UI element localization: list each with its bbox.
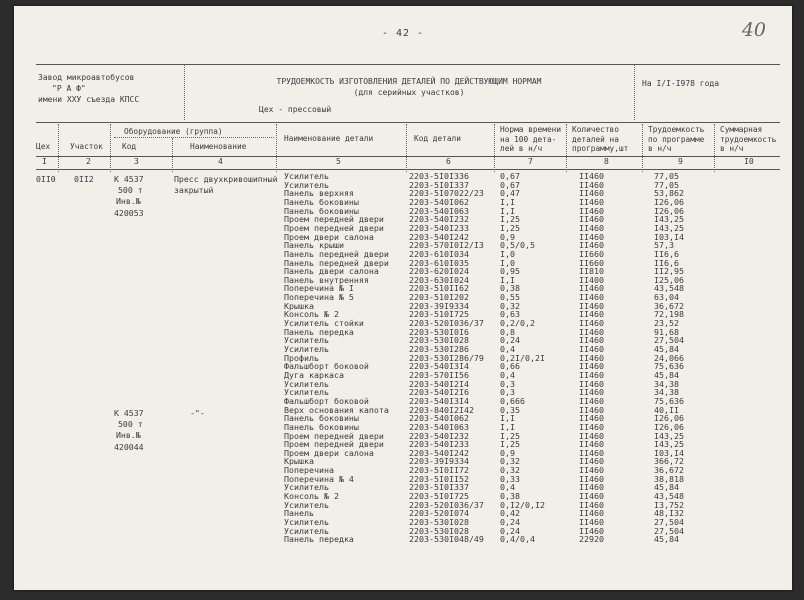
quantity: II460 xyxy=(579,222,604,233)
part-code: 2203-540I233 xyxy=(409,222,469,233)
quantity: II460 xyxy=(579,369,604,380)
labor-hours: 77,05 xyxy=(654,171,679,181)
time-norm: 0,9 xyxy=(500,447,515,458)
time-norm: I,25 xyxy=(500,430,520,441)
part-name: Поперечина № I xyxy=(284,283,354,294)
time-norm: 0,3 xyxy=(500,378,515,389)
equipment-group-1: К 4537 500 т Инв.№ 420053 xyxy=(114,174,144,218)
part-name: Усилитель xyxy=(284,344,329,354)
part-code: 2203-530I286/79 xyxy=(409,352,484,363)
part-name: Профиль xyxy=(284,352,319,363)
quantity: II460 xyxy=(579,421,604,432)
column-header-top-rule xyxy=(36,122,780,123)
part-code: 2203-530I0I6 xyxy=(409,326,469,337)
factory-name: Завод микроавтобусов "Р А Ф" имени ХХУ съезда КПСС xyxy=(38,73,140,104)
part-name: Усилитель xyxy=(284,387,329,398)
part-code: 2203-570II56 xyxy=(409,369,469,380)
part-code: 2203-610I035 xyxy=(409,257,469,268)
part-name: Дуга каркаса xyxy=(284,369,344,380)
labor-hours: 24,066 xyxy=(654,352,684,363)
part-code: 2203-510II62 xyxy=(409,283,469,294)
quantity: II400 xyxy=(579,274,604,285)
part-code: 2203-5I07022/23 xyxy=(409,188,484,199)
labor-hours: 27,504 xyxy=(654,525,684,536)
part-name: Верх основания капота xyxy=(284,404,389,415)
part-name: Панель верхняя xyxy=(284,188,354,199)
labor-hours: 75,636 xyxy=(654,361,684,372)
time-norm: 0,24 xyxy=(500,525,520,536)
labor-hours: II6,6 xyxy=(654,257,679,268)
labor-hours: 48,I32 xyxy=(654,508,684,519)
part-name: Поперечина № 5 xyxy=(284,292,354,303)
labor-hours: I03,I4 xyxy=(654,447,684,458)
part-code: 2203-5I0II52 xyxy=(409,473,469,484)
part-code: 2203-39I9334 xyxy=(409,300,469,311)
quantity: II460 xyxy=(579,196,604,207)
labor-hours: I26,06 xyxy=(654,421,684,432)
quantity: II460 xyxy=(579,352,604,363)
labor-hours: 34,38 xyxy=(654,378,679,389)
part-name: Консоль № 2 xyxy=(284,491,339,502)
part-name: Усилитель xyxy=(284,179,329,190)
time-norm: I,I xyxy=(500,274,515,285)
equipment-group-2: К 4537 500 т Инв.№ 420044 xyxy=(114,408,144,452)
part-name: Фальшборт боковой xyxy=(284,361,369,372)
labor-hours: 36,672 xyxy=(654,300,684,311)
labor-hours: I43,25 xyxy=(654,222,684,233)
time-norm: 0,47 xyxy=(500,188,520,199)
labor-hours: 91,68 xyxy=(654,326,679,337)
labor-hours: 40,II xyxy=(654,404,679,415)
part-code: 2203-540I3I4 xyxy=(409,361,469,372)
time-norm: I,I xyxy=(500,413,515,424)
part-code: 2203-39I9334 xyxy=(409,456,469,467)
part-code: 2203-510I725 xyxy=(409,309,469,320)
part-name: Фальшборт боковой xyxy=(284,395,369,406)
quantity: II460 xyxy=(579,309,604,320)
part-name: Поперечина № 4 xyxy=(284,473,354,484)
part-name: Усилитель xyxy=(284,335,329,346)
date-label: На I/I-I978 года xyxy=(642,79,720,88)
part-code: 2203-530I028 xyxy=(409,517,469,527)
part-name: Панель боковины xyxy=(284,421,359,432)
quantity: II660 xyxy=(579,248,604,259)
part-name: Панель xyxy=(284,508,314,519)
time-norm: 0,8 xyxy=(500,326,515,337)
part-code: 2203-540I242 xyxy=(409,447,469,458)
table-row xyxy=(14,535,792,544)
document-title: ТРУДОЕМКОСТЬ ИЗГОТОВЛЕНИЯ ДЕТАЛЕЙ ПО ДЕЙСТВУЮЩИМ НОРМАМ (для серийных участков) Цех - прессовый xyxy=(259,77,542,114)
part-name: Панель боковины xyxy=(284,196,359,207)
quantity: II460 xyxy=(579,482,604,493)
labor-hours: I26,06 xyxy=(654,413,684,424)
part-name: Панель передка xyxy=(284,326,354,337)
labor-hours: 34,38 xyxy=(654,387,679,398)
time-norm: 0,63 xyxy=(500,309,520,320)
part-code: 2203-5I0I337 xyxy=(409,179,469,190)
time-norm: 0,5/0,5 xyxy=(500,240,535,251)
part-name: Панель двери салона xyxy=(284,266,379,277)
part-name: Поперечина xyxy=(284,465,334,476)
part-code: 2203-520I074 xyxy=(409,508,469,519)
part-name: Проем передней двери xyxy=(284,222,384,233)
time-norm: 0,55 xyxy=(500,292,520,303)
quantity: II460 xyxy=(579,283,604,294)
labor-hours: 366,72 xyxy=(654,456,684,467)
quantity: II460 xyxy=(579,240,604,251)
quantity: II460 xyxy=(579,335,604,346)
labor-hours: 38,818 xyxy=(654,473,684,484)
time-norm: 0,67 xyxy=(500,171,520,181)
time-norm: 0,32 xyxy=(500,456,520,467)
time-norm: 0,3 xyxy=(500,387,515,398)
quantity: II460 xyxy=(579,387,604,398)
labor-hours: I43,25 xyxy=(654,430,684,441)
part-code: 2203-540I232 xyxy=(409,214,469,225)
part-code: 2203-630I024 xyxy=(409,274,469,285)
table-row xyxy=(14,233,792,242)
part-code: 2203-540I233 xyxy=(409,439,469,450)
part-code: 2203-840I2I42 xyxy=(409,404,474,415)
quantity: II810 xyxy=(579,266,604,277)
part-name: Усилитель xyxy=(284,171,329,181)
labor-hours: I26,06 xyxy=(654,205,684,216)
time-norm: I,0 xyxy=(500,248,515,259)
time-norm: 0,42 xyxy=(500,508,520,519)
quantity: II460 xyxy=(579,525,604,536)
part-name: Усилитель xyxy=(284,378,329,389)
handwritten-page-mark: 40 xyxy=(741,19,766,41)
part-name: Проем передней двери xyxy=(284,430,384,441)
time-norm: 0,4 xyxy=(500,344,515,354)
column-numbers: I 2 3 4 5 6 7 8 9 I0 xyxy=(42,157,754,166)
labor-hours: II2,95 xyxy=(654,266,684,277)
part-name: Проем двери салона xyxy=(284,231,374,242)
time-norm: I,25 xyxy=(500,214,520,225)
part-code: 2203-540I062 xyxy=(409,196,469,207)
time-norm: 0,35 xyxy=(500,404,520,415)
part-code: 2203-570I0I2/I3 xyxy=(409,240,484,251)
labor-hours: 45,84 xyxy=(654,534,679,545)
quantity: II460 xyxy=(579,231,604,242)
time-norm: 0,I2/0,I2 xyxy=(500,499,545,510)
labor-hours: I43,25 xyxy=(654,214,684,225)
time-norm: 0,2/0,2 xyxy=(500,318,535,329)
labor-hours: I43,25 xyxy=(654,439,684,450)
quantity: II460 xyxy=(579,499,604,510)
labor-hours: 45,84 xyxy=(654,369,679,380)
header-top-rule xyxy=(36,64,780,65)
time-norm: I,0 xyxy=(500,257,515,268)
time-norm: 0,95 xyxy=(500,266,520,277)
time-norm: 0,4 xyxy=(500,482,515,493)
page-number: - 42 - xyxy=(381,28,425,39)
part-name: Усилитель xyxy=(284,517,329,527)
part-code: 2203-520I036/37 xyxy=(409,499,484,510)
quantity: II460 xyxy=(579,473,604,484)
part-name: Проем передней двери xyxy=(284,214,384,225)
part-code: 2203-540I3I4 xyxy=(409,395,469,406)
part-code: 2203-5I0II72 xyxy=(409,465,469,476)
quantity: II460 xyxy=(579,517,604,527)
labor-hours: I26,06 xyxy=(654,196,684,207)
labor-hours: 75,636 xyxy=(654,395,684,406)
part-code: 2203-540I242 xyxy=(409,231,469,242)
part-code: 2203-540I232 xyxy=(409,430,469,441)
labor-hours: I3,752 xyxy=(654,499,684,510)
part-name: Проем двери салона xyxy=(284,447,374,458)
part-name: Панель передка xyxy=(284,534,354,545)
quantity: II460 xyxy=(579,300,604,311)
time-norm: 0,4 xyxy=(500,369,515,380)
shop-code: 0II0 xyxy=(36,174,56,184)
quantity: II460 xyxy=(579,188,604,199)
time-norm: 0,32 xyxy=(500,300,520,311)
quantity: II460 xyxy=(579,447,604,458)
ditto-mark: -"- xyxy=(190,408,205,418)
part-code: 2203-540I2I6 xyxy=(409,387,469,398)
part-code: 2203-520I036/37 xyxy=(409,318,484,329)
quantity: II460 xyxy=(579,179,604,190)
labor-hours: 45,84 xyxy=(654,344,679,354)
quantity: II460 xyxy=(579,404,604,415)
labor-hours: II6,6 xyxy=(654,248,679,259)
document-page: - 42 - 40 Завод микроавтобусов "Р А Ф" имени ХХУ съезда КПСС ТРУДОЕМКОСТЬ ИЗГОТОВЛЕНИЯ ДЕТАЛЕЙ ПО ДЕЙСТВУЮЩИМ НОРМАМ (для серийных участков) Цех - прессовый На I/I-I978 года Цех Участок Оборудование (группа) Код Наименование Наименование детали Код детали Норма времени на 100 дета- лей в н/ч Количество деталей на программу,шт Трудоемкость по программе в н/ч Суммарная трудоемкость в н/ч I 2 3 4 5 6 7 8 9 I0 0II0 0II2 К 4537 500 т Инв.№ 420053 Пресс двухкривошипный закрытый К 4537 500 т Инв.№ 420044 -"- Усилитель 2203-5I0I336 0,67 II460 77,05 Усилитель 2203-5I0I337 0,67 II460 77,05 Панель верхняя 2203-5I07022/23 0,47 II460 53,862 Панель боковины 2203-540I062 I,I II460 I26,06 Панель боковины 2203-540I063 I,I II460 I26,06 Проем передней двери 2203-540I232 I,25 II460 I43,25 Проем передней двери 2203-540I233 I,25 II460 I43,25 Проем двери салона 2203-540I242 0,9 II460 I03,I4 Панель крыши 2203-570I0I2/I3 0,5/0,5 II460 57,3 Панель передней двери 2203-610I034 I,0 II660 II6,6 Панель передней двери 2203-610I035 I,0 II660 II6,6 Панель двери салона 2203-620I024 0,95 II810 II2,95 Панель внутренняя 2203-630I024 I,I II400 I25,06 Поперечина № I 2203-510II62 0,38 II460 43,548 Поперечина № 5 2203-510I202 0,55 II460 63,04 Крышка 2203-39I9334 0,32 II460 36,672 Консоль № 2 2203-510I725 0,63 II460 72,198 Усилитель стойки 2203-520I036/37 0,2/0,2 II460 23,52 Панель передка 2203-530I0I6 0,8 II460 91,68 Усилитель 2203-530I028 0,24 II460 27,504 Усилитель 2203-530I286 0,4 II460 45,84 Профиль 2203-530I286/79 0,2I/0,2I II460 24,066 Фальшборт боковой 2203-540I3I4 0,66 II460 75,636 Дуга каркаса 2203-570II56 0,4 II460 45,84 Усилитель 2203-540I2I4 0,3 II460 34,38 Усилитель 2203-540I2I6 0,3 II460 34,38 Фальшборт боковой 2203-540I3I4 0,666 II460 75,636 Верх основания капота 2203-840I2I42 0,35 II460 40,II Панель боковины 2203-540I062 I,I II460 I26,06 Панель боковины 2203-540I063 I,I II460 I26,06 Проем передней двери 2203-540I232 I,25 II460 I43,25 Проем передней двери 2203-540I233 I,25 II460 I43,25 Проем двери салона 2203-540I242 0,9 II460 I03,I4 Крышка 2203-39I9334 0,32 II460 366,72 Поперечина 2203-5I0II72 0,32 II460 36,672 Поперечина № 4 2203-5I0II52 0,33 II460 38,818 Усилитель 2203-5I0I337 0,4 II460 45,84 Консоль № 2 2203-5I0I725 0,38 II460 43,548 Усилитель 2203-520I036/37 0,I2/0,I2 II460 I3,752 Панель 2203-520I074 0,42 II460 48,I32 Усилитель 2203-530I028 0,24 II460 27,504 Усилитель 2203-530I028 0,24 II460 27,504 Панель передка 2203-530I048/49 0,4/0,4 22920 45,84 xyxy=(14,6,792,590)
part-name: Усилитель стойки xyxy=(284,318,364,329)
labor-hours: 27,504 xyxy=(654,517,684,527)
quantity: II460 xyxy=(579,430,604,441)
quantity: II460 xyxy=(579,465,604,476)
labor-hours: 45,84 xyxy=(654,482,679,493)
quantity: II460 xyxy=(579,318,604,329)
quantity: II460 xyxy=(579,361,604,372)
part-code: 2203-540I062 xyxy=(409,413,469,424)
time-norm: 0,2I/0,2I xyxy=(500,352,545,363)
labor-hours: 36,672 xyxy=(654,465,684,476)
part-code: 2203-5I0I336 xyxy=(409,171,469,181)
part-code: 2203-5I0I725 xyxy=(409,491,469,502)
quantity: II460 xyxy=(579,344,604,354)
part-name: Крышка xyxy=(284,456,314,467)
quantity: II460 xyxy=(579,508,604,519)
part-code: 2203-5I0I337 xyxy=(409,482,469,493)
quantity: 22920 xyxy=(579,534,604,545)
time-norm: I,25 xyxy=(500,222,520,233)
part-name: Крышка xyxy=(284,300,314,311)
quantity: II460 xyxy=(579,378,604,389)
labor-hours: 63,04 xyxy=(654,292,679,303)
part-name: Панель крыши xyxy=(284,240,344,251)
part-code: 2203-610I034 xyxy=(409,248,469,259)
labor-hours: 72,198 xyxy=(654,309,684,320)
quantity: II460 xyxy=(579,456,604,467)
time-norm: 0,24 xyxy=(500,517,520,527)
part-name: Усилитель xyxy=(284,525,329,536)
part-code: 2203-540I063 xyxy=(409,421,469,432)
part-code: 2203-530I028 xyxy=(409,335,469,346)
time-norm: 0,67 xyxy=(500,179,520,190)
time-norm: I,25 xyxy=(500,439,520,450)
time-norm: 0,38 xyxy=(500,283,520,294)
labor-hours: I25,06 xyxy=(654,274,684,285)
labor-hours: 53,862 xyxy=(654,188,684,199)
part-code: 2203-530I048/49 xyxy=(409,534,484,545)
equipment-name: Пресс двухкривошипный закрытый xyxy=(174,174,278,196)
time-norm: 0,24 xyxy=(500,335,520,346)
labor-hours: I03,I4 xyxy=(654,231,684,242)
section-code: 0II2 xyxy=(74,174,94,184)
time-norm: 0,38 xyxy=(500,491,520,502)
part-name: Панель боковины xyxy=(284,205,359,216)
time-norm: I,I xyxy=(500,205,515,216)
quantity: II460 xyxy=(579,205,604,216)
quantity: II460 xyxy=(579,292,604,303)
time-norm: I,I xyxy=(500,421,515,432)
part-name: Усилитель xyxy=(284,499,329,510)
part-name: Консоль № 2 xyxy=(284,309,339,320)
part-code: 2203-540I063 xyxy=(409,205,469,216)
time-norm: I,I xyxy=(500,196,515,207)
part-name: Панель передней двери xyxy=(284,248,389,259)
part-name: Усилитель xyxy=(284,482,329,493)
quantity: II460 xyxy=(579,395,604,406)
quantity: II460 xyxy=(579,326,604,337)
part-name: Проем передней двери xyxy=(284,439,384,450)
time-norm: 0,66 xyxy=(500,361,520,372)
time-norm: 0,666 xyxy=(500,395,525,406)
part-code: 2203-530I028 xyxy=(409,525,469,536)
labor-hours: 43,548 xyxy=(654,283,684,294)
part-name: Панель передней двери xyxy=(284,257,389,268)
part-code: 2203-540I2I4 xyxy=(409,378,469,389)
part-code: 2203-510I202 xyxy=(409,292,469,303)
time-norm: 0,4/0,4 xyxy=(500,534,535,545)
labor-hours: 77,05 xyxy=(654,179,679,190)
part-name: Панель боковины xyxy=(284,413,359,424)
part-code: 2203-620I024 xyxy=(409,266,469,277)
time-norm: 0,33 xyxy=(500,473,520,484)
quantity: II460 xyxy=(579,491,604,502)
quantity: II460 xyxy=(579,439,604,450)
time-norm: 0,32 xyxy=(500,465,520,476)
part-code: 2203-530I286 xyxy=(409,344,469,354)
labor-hours: 43,548 xyxy=(654,491,684,502)
quantity: II460 xyxy=(579,214,604,225)
part-name: Панель внутренняя xyxy=(284,274,369,285)
labor-hours: 57,3 xyxy=(654,240,674,251)
quantity: II660 xyxy=(579,257,604,268)
time-norm: 0,9 xyxy=(500,231,515,242)
quantity: II460 xyxy=(579,413,604,424)
quantity: II460 xyxy=(579,171,604,181)
labor-hours: 23,52 xyxy=(654,318,679,329)
labor-hours: 27,504 xyxy=(654,335,684,346)
